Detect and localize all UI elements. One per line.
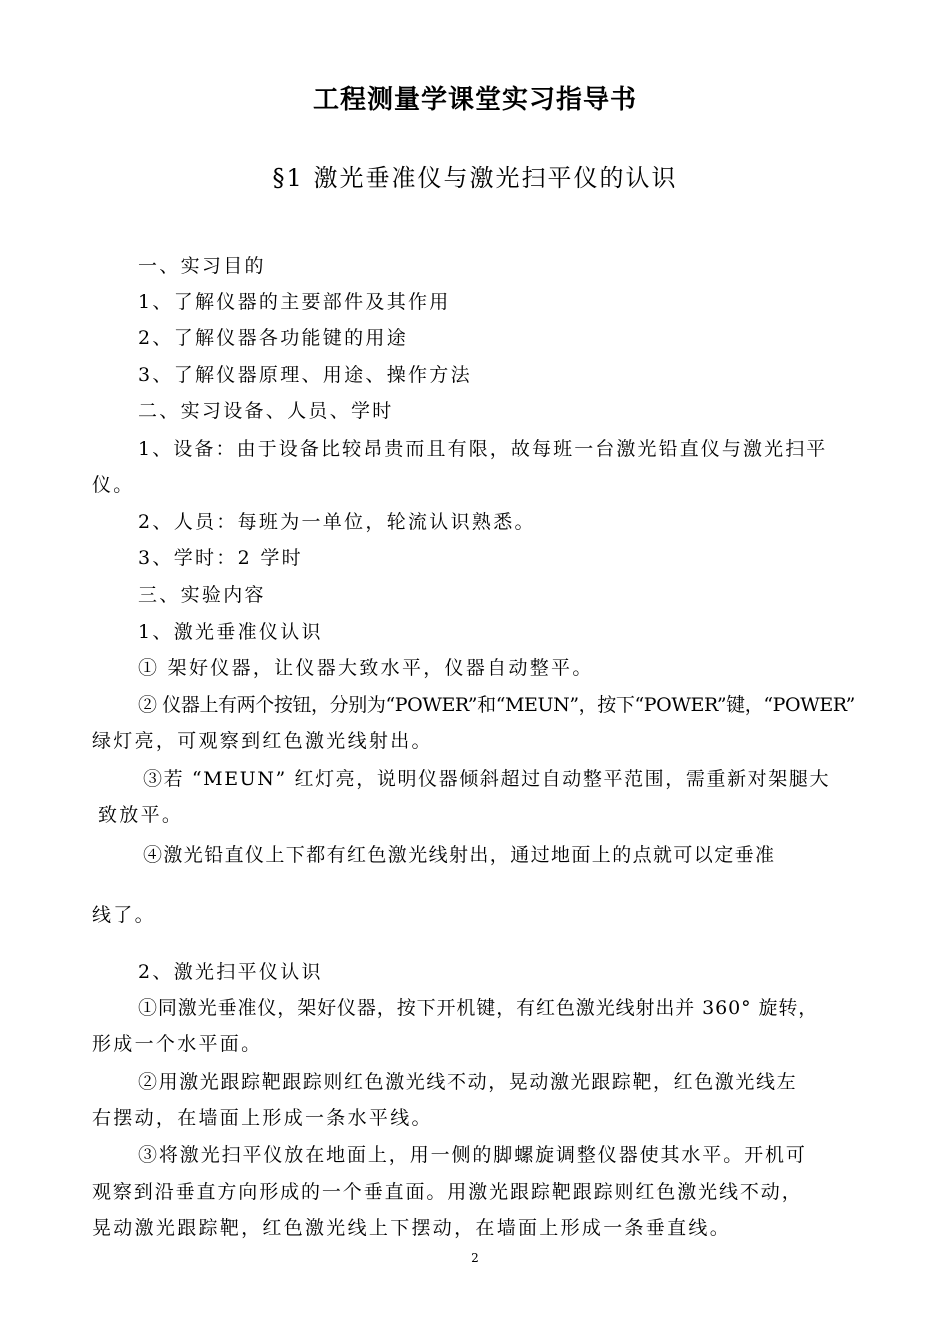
purpose-item-3: 3、了解仪器原理、用途、操作方法	[138, 364, 472, 386]
plumb-step-2-line-1: ② 仪器上有两个按钮，分别为“POWER”和“MEUN”，按下“POWER”键，“POWER”	[138, 694, 855, 716]
plumb-step-3-line-2: 致放平。	[98, 804, 184, 826]
plumb-step-3-line-1: ③若 “MEUN” 红灯亮，说明仪器倾斜超过自动整平范围，需重新对架腿大	[143, 768, 831, 790]
level-step-2-line-2: 右摆动，在墙面上形成一条水平线。	[92, 1107, 433, 1129]
heading-equipment: 二、实习设备、人员、学时	[138, 400, 394, 422]
subheading-level: 2、激光扫平仪认识	[138, 961, 323, 983]
document-title: 工程测量学课堂实习指导书	[312, 85, 637, 115]
personnel-line: 2、人员：每班为一单位，轮流认识熟悉。	[138, 511, 536, 533]
hours-line: 3、学时：2 学时	[138, 547, 303, 569]
equipment-line-1: 1、设备：由于设备比较昂贵而且有限，故每班一台激光铅直仪与激光扫平	[138, 438, 828, 460]
plumb-step-2-line-2: 绿灯亮，可观察到红色激光线射出。	[92, 730, 433, 752]
level-step-3-line-3: 晃动激光跟踪靶，红色激光线上下摆动，在墙面上形成一条垂直线。	[92, 1217, 732, 1239]
level-step-3-line-1: ③将激光扫平仪放在地面上，用一侧的脚螺旋调整仪器使其水平。开机可	[138, 1144, 807, 1166]
level-step-2-line-1: ②用激光跟踪靶跟踪则红色激光线不动，晃动激光跟踪靶，红色激光线左	[138, 1071, 798, 1093]
level-step-1-line-2: 形成一个水平面。	[92, 1033, 263, 1055]
plumb-step-4-line-2: 线了。	[92, 904, 156, 926]
page-number: 2	[471, 1251, 479, 1265]
purpose-item-1: 1、了解仪器的主要部件及其作用	[138, 291, 451, 313]
level-step-3-line-2: 观察到沿垂直方向形成的一个垂直面。用激光跟踪靶跟踪则红色激光线不动，	[92, 1181, 803, 1203]
section-heading: §1 激光垂准仪与激光扫平仪的认识	[272, 164, 678, 192]
subheading-plumb: 1、激光垂准仪认识	[138, 621, 323, 643]
purpose-item-2: 2、了解仪器各功能键的用途	[138, 327, 408, 349]
level-step-1-line-1: ①同激光垂准仪，架好仪器，按下开机键，有红色激光线射出并 360° 旋转，	[138, 997, 819, 1019]
heading-purpose: 一、实习目的	[138, 255, 266, 277]
heading-content: 三、实验内容	[138, 584, 266, 606]
equipment-line-2: 仪。	[92, 474, 135, 496]
plumb-step-1: ① 架好仪器，让仪器大致水平，仪器自动整平。	[138, 657, 594, 679]
plumb-step-4-line-1: ④激光铅直仪上下都有红色激光线射出，通过地面上的点就可以定垂准	[143, 844, 776, 866]
